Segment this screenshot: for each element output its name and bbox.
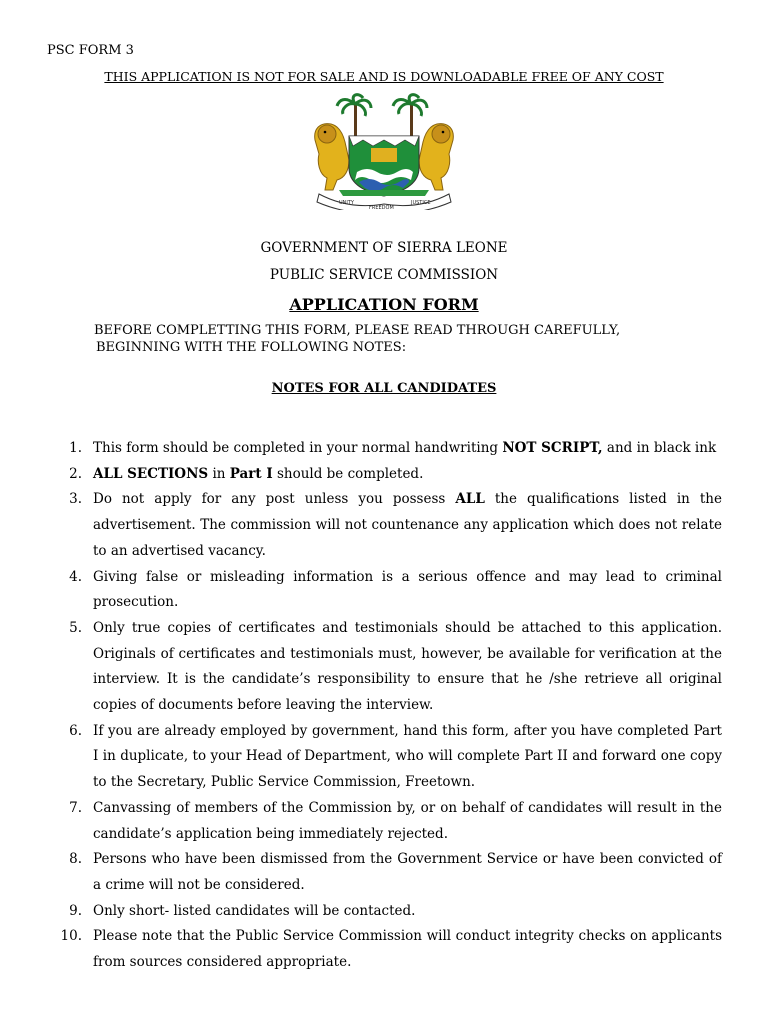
- lion-right-icon: [419, 124, 453, 190]
- note-item: 2. ALL SECTIONS in Part I should be completed.: [60, 462, 722, 488]
- svg-text:UNITY: UNITY: [339, 200, 354, 206]
- note-item: 5. Only true copies of certificates and testimonials should be attached to this application. Originals of certificates and testimonials must, however, be available for verification at the interview. It is the candidate’s responsibility to ensure that he /she retrieve all original copies of documents before leaving the interview.: [60, 616, 722, 719]
- lion-left-icon: [315, 124, 349, 190]
- note-item: 9. Only short- listed candidates will be contacted.: [60, 899, 722, 925]
- coat-of-arms-logo: [309, 92, 459, 210]
- note-item: 1. This form should be completed in your normal handwriting NOT SCRIPT, and in black ink: [60, 436, 722, 462]
- svg-text:JUSTICE: JUSTICE: [411, 200, 431, 206]
- note-number: 9.: [69, 902, 82, 919]
- svg-text:FREEDOM: FREEDOM: [369, 205, 394, 210]
- note-item: 4. Giving false or misleading information is a serious offence and may lead to criminal prosecution.: [60, 565, 722, 616]
- note-number: 2.: [69, 465, 82, 482]
- form-id: PSC FORM 3: [47, 43, 134, 58]
- note-number: 6.: [69, 722, 82, 739]
- intro-line-1: BEFORE COMPLETTING THIS FORM, PLEASE READ THROUGH CAREFULLY,: [94, 323, 621, 338]
- note-item: 10. Please note that the Public Service Commission will conduct integrity checks on applicants from sources considered appropriate.: [60, 924, 722, 975]
- note-item: 6. If you are already employed by government, hand this form, after you have completed Part I in duplicate, to your Head of Department, who will complete Part II and forward one copy to the Secretary, Public Service Commission, Freetown.: [60, 719, 722, 796]
- intro-line-2: BEGINNING WITH THE FOLLOWING NOTES:: [96, 340, 407, 355]
- disclaimer: THIS APPLICATION IS NOT FOR SALE AND IS DOWNLOADABLE FREE OF ANY COST: [104, 69, 664, 84]
- notes-list: [60, 436, 722, 976]
- government-name: GOVERNMENT OF SIERRA LEONE: [260, 240, 508, 256]
- form-title: APPLICATION FORM: [289, 295, 479, 314]
- note-item: 8. Persons who have been dismissed from the Government Service or have been convicted of a crime will not be considered.: [60, 847, 722, 898]
- note-number: 3.: [69, 491, 82, 508]
- note-number: 4.: [69, 568, 82, 585]
- note-number: 1.: [69, 440, 82, 456]
- palm-tree-right-icon: [393, 95, 427, 142]
- commission-name: PUBLIC SERVICE COMMISSION: [269, 267, 499, 283]
- note-item: 3. Do not apply for any post unless you possess ALL the qualifications listed in the advertisement. The commission will not countenance any application which does not relate to an advertised vacancy.: [60, 487, 722, 564]
- note-number: 7.: [69, 799, 82, 816]
- notes-heading: NOTES FOR ALL CANDIDATES: [271, 381, 497, 396]
- note-number: 8.: [69, 851, 82, 868]
- note-item: 7. Canvassing of members of the Commission by, or on behalf of candidates will result in the candidate’s application being immediately rejected.: [60, 796, 722, 847]
- note-number: 5.: [69, 619, 82, 636]
- shield-icon: [349, 136, 419, 196]
- note-number: 10.: [60, 928, 82, 945]
